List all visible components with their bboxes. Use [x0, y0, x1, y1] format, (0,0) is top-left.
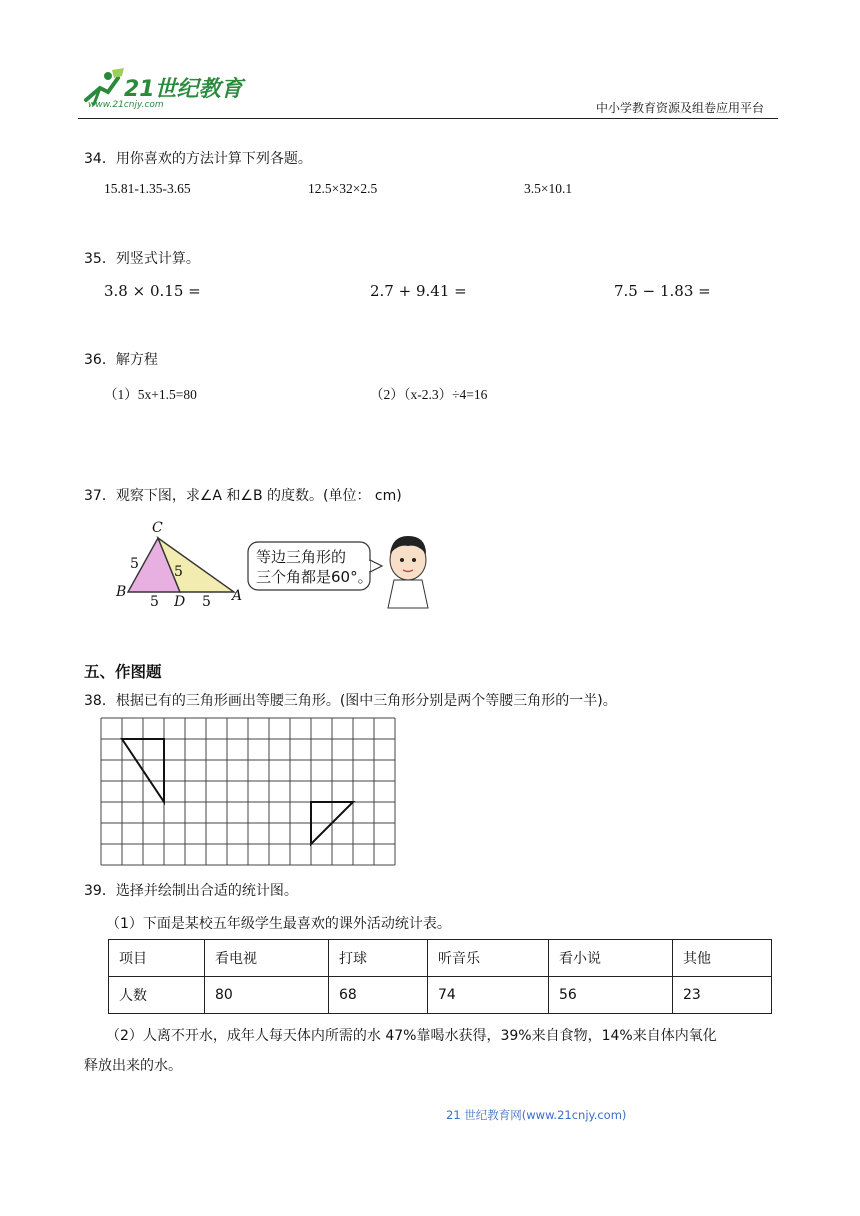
table-row — [109, 977, 772, 1014]
boy-icon — [388, 536, 428, 608]
table-cell: 80 — [205, 977, 329, 1014]
q35-expr-1: 3.8 × 0.15 = — [104, 282, 201, 300]
q34-title: 34．用你喜欢的方法计算下列各题。 — [84, 151, 312, 167]
grid-paper-svg — [100, 717, 396, 866]
table-cell: 68 — [329, 977, 428, 1014]
bubble-text-2: 三个角都是60°。 — [256, 568, 373, 586]
q39-sub2-line1: （2）人离不开水，成年人每天体内所需的水 47%靠喝水获得，39%来自食物，14%来自体内氧化 — [106, 1028, 717, 1044]
q36-title: 36．解方程 — [84, 352, 158, 368]
footer-text: 21 世纪教育网(www.21cnjy.com) — [446, 1108, 627, 1122]
q38-grid — [100, 717, 396, 870]
label-da-length: 5 — [202, 594, 211, 610]
q34-expr-1: 15.81-1.35-3.65 — [104, 181, 191, 196]
label-c: C — [152, 520, 163, 536]
platform-name: 中小学教育资源及组卷应用平台 — [596, 101, 765, 115]
logo — [78, 66, 248, 112]
q39-sub1: （1）下面是某校五年级学生最喜欢的课外活动统计表。 — [106, 916, 451, 932]
q35-title: 35．列竖式计算。 — [84, 251, 200, 267]
q34-expr-3: 3.5×10.1 — [524, 181, 573, 196]
activity-table — [108, 939, 772, 1014]
label-b: B — [116, 584, 127, 600]
table-cell: 其他 — [673, 940, 772, 977]
table-cell: 看小说 — [549, 940, 673, 977]
q39-sub2-line2: 释放出来的水。 — [84, 1058, 182, 1074]
table-cell: 看电视 — [205, 940, 329, 977]
logo-text: 21世纪教育 — [124, 77, 243, 102]
table-cell: 听音乐 — [428, 940, 549, 977]
q34-expr-2: 12.5×32×2.5 — [308, 181, 378, 196]
q38-title: 38．根据已有的三角形画出等腰三角形。(图中三角形分别是两个等腰三角形的一半)。 — [84, 693, 617, 709]
header-divider — [78, 118, 778, 119]
section-5-title: 五、作图题 — [84, 663, 162, 681]
table-cell: 56 — [549, 977, 673, 1014]
table-cell: 人数 — [109, 977, 205, 1014]
q37-title: 37．观察下图，求∠A 和∠B 的度数。(单位： cm) — [84, 488, 402, 504]
q37-figure — [110, 522, 440, 612]
table-cell: 23 — [673, 977, 772, 1014]
table-row — [109, 940, 772, 977]
q35-expr-2: 2.7 + 9.41 = — [370, 282, 467, 300]
q39-title: 39．选择并绘制出合适的统计图。 — [84, 883, 298, 899]
table-cell: 74 — [428, 977, 549, 1014]
q36-item-1: （1）5x+1.5=80 — [104, 387, 197, 402]
q36-item-2: （2）（x-2.3）÷4=16 — [370, 387, 488, 402]
table-cell: 打球 — [329, 940, 428, 977]
label-bc-length: 5 — [130, 556, 139, 572]
logo-url: www.21cnjy.com — [88, 100, 164, 110]
bubble-text-1: 等边三角形的 — [256, 548, 347, 566]
label-bd-length: 5 — [150, 594, 159, 610]
label-a: A — [232, 588, 243, 604]
table-cell: 项目 — [109, 940, 205, 977]
q35-expr-3: 7.5 − 1.83 = — [614, 282, 711, 300]
label-d: D — [174, 594, 186, 610]
label-cd-length: 5 — [174, 564, 183, 580]
